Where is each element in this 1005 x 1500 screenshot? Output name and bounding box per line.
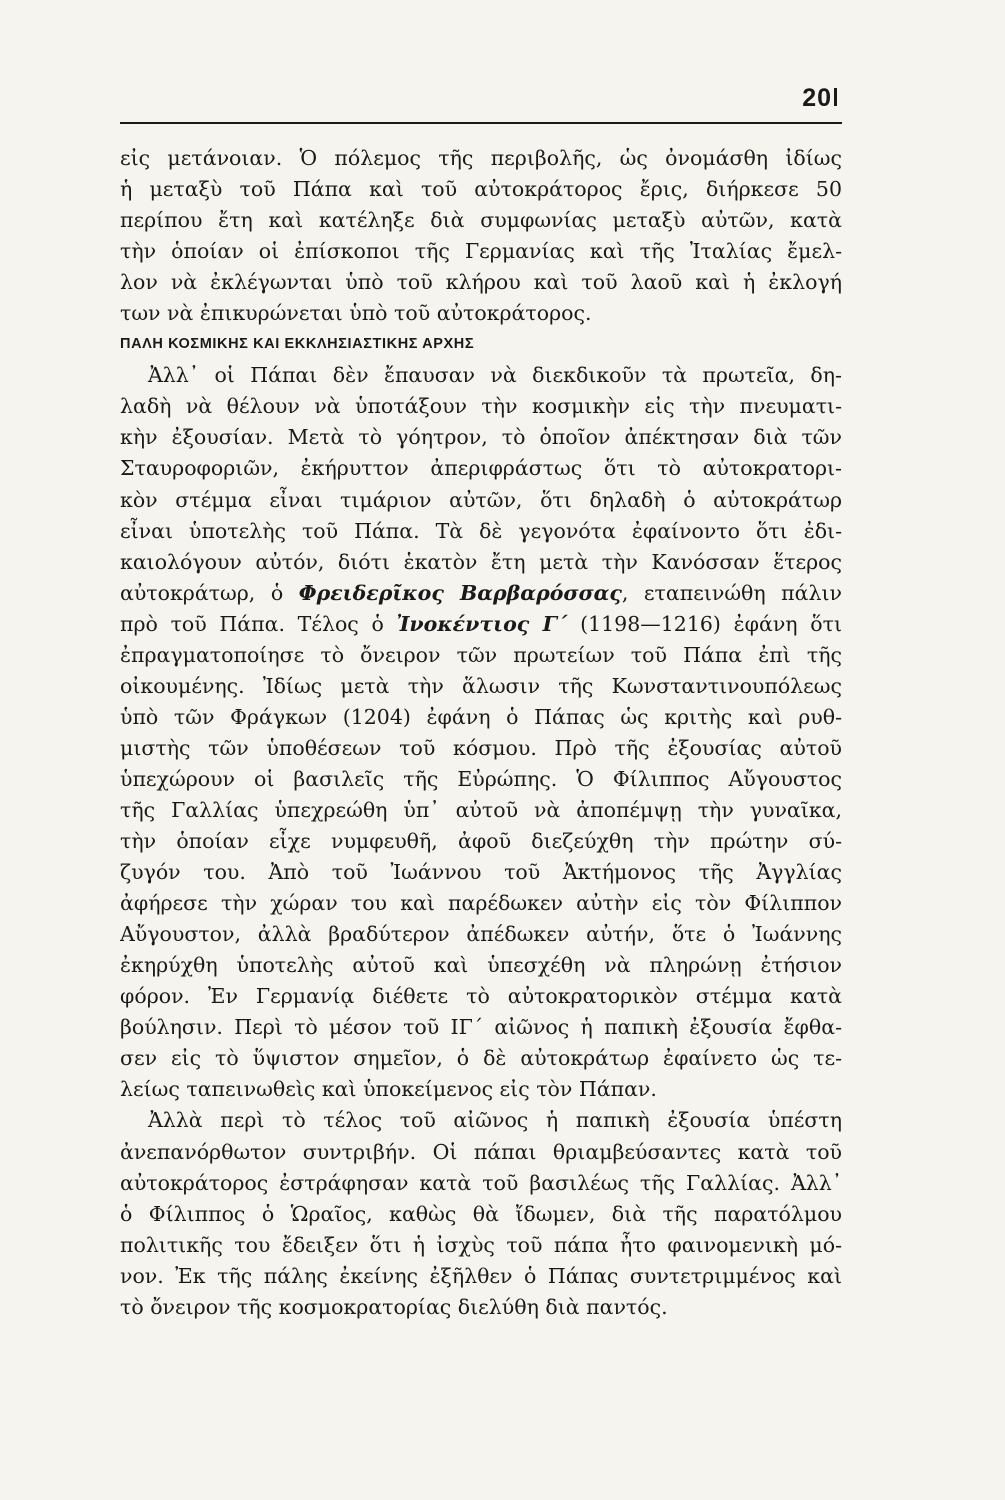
text-line: βούλησιν. Περὶ τὸ μέσον τοῦ ΙΓ΄ αἰῶνος ἡ παπικὴ ἐξουσία ἔφθα- [120, 1015, 842, 1040]
text-line: Ἀλλ᾽ οἱ Πάπαι δὲν ἔπαυσαν νὰ διεκδικοῦν τὰ πρωτεῖα, δη- [148, 363, 842, 388]
text-line: τὴν ὁποίαν εἶχε νυμφευθῆ, ἀφοῦ διεζεύχθη τὴν πρώτην σύ- [120, 829, 842, 854]
text-line: περίπου ἔτη καὶ κατέληξε διὰ συμφωνίας μεταξὺ αὐτῶν, κατὰ [120, 208, 842, 233]
text-line: σεν εἰς τὸ ὕψιστον σημεῖον, ὁ δὲ αὐτοκράτωρ ἐφαίνετο ὡς τε- [120, 1046, 842, 1071]
text-line: τὸ ὄνειρον τῆς κοσμοκρατορίας διελύθη διὰ παντός. [120, 1294, 668, 1319]
text-line: ὑπεχώρουν οἱ βασιλεῖς τῆς Εὐρώπης. Ὁ Φίλιππος Αὔγουστος [120, 766, 842, 791]
text-line: τῆς Γαλλίας ὑπεχρεώθη ὑπ᾽ αὐτοῦ νὰ ἀποπέμψῃ τὴν γυναῖκα, [120, 797, 842, 822]
page-number: 20ǀ [802, 84, 840, 112]
text-line: οἰκουμένης. Ἰδίως μετὰ τὴν ἅλωσιν τῆς Κωνσταντινουπόλεως [120, 673, 842, 698]
text-line [120, 578, 842, 609]
body-text [120, 143, 842, 1323]
text-line: εἰς μετάνοιαν. Ὁ πόλεμος τῆς περιβολῆς, ὡς ὀνομάσθη ἰδίως [120, 146, 842, 170]
text-line: ζυγόν του. Ἀπὸ τοῦ Ἰωάννου τοῦ Ἀκτήμονος τῆς Ἀγγλίας [120, 860, 842, 885]
text-line: Ἀλλὰ περὶ τὸ τέλος τοῦ αἰῶνος ἡ παπικὴ ἐξουσία ὑπέστη [148, 1108, 842, 1133]
text-line: μιστὴς τῶν ὑποθέσεων τοῦ κόσμου. Πρὸ τῆς ἐξουσίας αὐτοῦ [120, 735, 842, 760]
text-line: πολιτικῆς του ἔδειξεν ὅτι ἡ ἰσχὺς τοῦ πάπα ἦτο φαινομενικὴ μό- [120, 1232, 842, 1257]
text-fragment: , εταπεινώθη πάλιν [621, 580, 842, 605]
text-line: ἀφήρεσε τὴν χώραν του καὶ παρέδωκεν αὐτὴν εἰς τὸν Φίλιππον [120, 891, 842, 916]
paragraph-1 [120, 143, 842, 329]
text-fragment: (1198—1216) ἐφάνη ὅτι [567, 611, 842, 636]
header-rule [120, 122, 842, 124]
text-line: καιολόγουν αὐτόν, διότι ἑκατὸν ἔτη μετὰ τὴν Κανόσσαν ἕτερος [120, 549, 842, 574]
text-line: ἡ μεταξὺ τοῦ Πάπα καὶ τοῦ αὐτοκράτορος ἔρις, διήρκεσε 50 [120, 177, 842, 202]
text-line: των νὰ ἐπικυρώνεται ὑπὸ τοῦ αὐτοκράτορος. [120, 301, 592, 326]
text-line: φόρον. Ἐν Γερμανίᾳ διέθετε τὸ αὐτοκρατορικὸν στέμμα κατὰ [120, 984, 842, 1009]
text-line: λείως ταπεινωθεὶς καὶ ὑποκείμενος εἰς τὸν Πάπαν. [120, 1077, 657, 1102]
text-line: εἶναι ὑποτελὴς τοῦ Πάπα. Τὰ δὲ γεγονότα ἐφαίνοντο ὅτι ἐδι- [120, 518, 842, 543]
text-line: Αὔγουστον, ἀλλὰ βραδύτερον ἀπέδωκεν αὐτήν, ὅτε ὁ Ἰωάννης [120, 922, 842, 947]
section-heading: ΠΑΛΗ ΚΟΣΜΙΚΗΣ ΚΑΙ ΕΚΚΛΗΣΙΑΣΤΙΚΗΣ ΑΡΧΗΣ [120, 336, 475, 353]
text-line: αὐτοκράτορος ἐστράφησαν κατὰ τοῦ βασιλέως τῆς Γαλλίας. Ἀλλ᾽ [120, 1170, 842, 1195]
text-line: νον. Ἐκ τῆς πάλης ἐκείνης ἐξῆλθεν ὁ Πάπας συντετριμμένος καὶ [120, 1263, 842, 1288]
text-line: λαδὴ νὰ θέλουν νὰ ὑποτάξουν τὴν κοσμικὴν εἰς τὴν πνευματι- [120, 394, 842, 419]
text-line: Σταυροφοριῶν, ἐκήρυττον ἀπεριφράστως ὅτι τὸ αὐτοκρατορι- [120, 456, 842, 481]
person-name: Ἰνοκέντιος Γ΄ [396, 611, 568, 636]
text-line: ὑπὸ τῶν Φράγκων (1204) ἐφάνη ὁ Πάπας ὡς κριτὴς καὶ ρυθ- [120, 704, 842, 729]
paragraph-2 [120, 360, 842, 1105]
text-line: ἐπραγματοποίησε τὸ ὄνειρον τῶν πρωτείων τοῦ Πάπα ἐπὶ τῆς [120, 642, 842, 667]
text-line: κὸν στέμμα εἶναι τιμάριον αὐτῶν, ὅτι δηλαδὴ ὁ αὐτοκράτωρ [120, 487, 842, 512]
text-line: λον νὰ ἐκλέγωνται ὑπὸ τοῦ κλήρου καὶ τοῦ λαοῦ καὶ ἡ ἐκλογή [120, 270, 842, 295]
text-fragment: αὐτοκράτωρ, ὁ [120, 580, 299, 605]
text-line: ἐκηρύχθη ὑποτελὴς αὐτοῦ καὶ ὑπεσχέθη νὰ πληρώνῃ ἐτήσιον [120, 953, 842, 978]
text-fragment: πρὸ τοῦ Πάπα. Τέλος ὁ [120, 611, 397, 636]
text-line [120, 609, 842, 640]
text-line: ἀνεπανόρθωτον συντριβήν. Οἱ πάπαι θριαμβεύσαντες κατὰ τοῦ [120, 1139, 842, 1164]
person-name: Φρειδερῖκος Βαρβαρόσσας [298, 580, 622, 605]
text-line: τὴν ὁποίαν οἱ ἐπίσκοποι τῆς Γερμανίας καὶ τῆς Ἰταλίας ἔμελ- [120, 239, 842, 264]
paragraph-3 [120, 1105, 842, 1322]
text-line: κὴν ἐξουσίαν. Μετὰ τὸ γόητρον, τὸ ὁποῖον ἀπέκτησαν διὰ τῶν [120, 425, 842, 450]
text-line: ὁ Φίλιππος ὁ Ὡραῖος, καθὼς θὰ ἴδωμεν, διὰ τῆς παρατόλμου [120, 1201, 842, 1226]
